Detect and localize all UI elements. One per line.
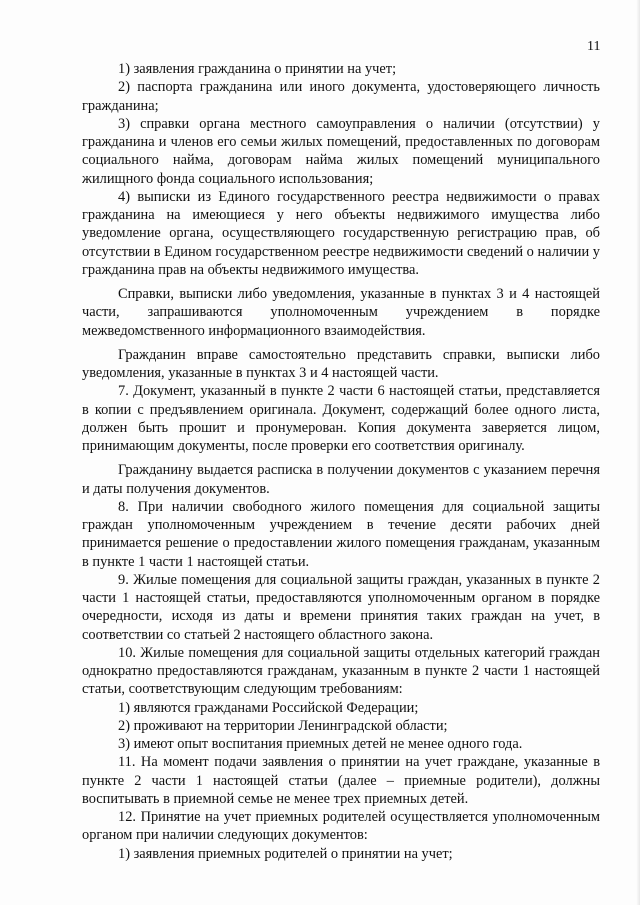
paragraph-receipt: Гражданину выдается расписка в получении документов с указанием перечня и даты получения документов. <box>82 462 600 497</box>
paragraph-point-7: 7. Документ, указанный в пункте 2 части 6 настоящей статьи, представляется в копии с предъявлением оригинала. Документ, содержащий более одного листа, должен быть прошит и пронумерован. Копия документа заверяется лицом, принимающим документы, после проверки его соответствия оригиналу. <box>82 383 600 454</box>
paragraph-requirement-1: 1) являются гражданами Российской Федерации; <box>118 699 419 716</box>
page-number: 11 <box>587 39 601 54</box>
paragraph-requirement-3: 3) имеют опыт воспитания приемных детей не менее одного года. <box>118 736 523 752</box>
paragraph-requirement-2: 2) проживают на территории Ленинградской области; <box>118 717 448 734</box>
paragraph-item-4: 4) выписки из Единого государственного реестра недвижимости о правах гражданина на имеющиеся у него объекты недвижимого имущества либо уведомление органа, осуществляющего государственную регистрацию прав, об отсутствии в Едином государственном реестре недвижимости сведений о наличии у гражданина прав на объекты недвижимого имущества. <box>82 188 601 278</box>
paragraph-point-11: 11. На момент подачи заявления о принятии на учет граждане, указанные в пункте 2 части 1 настоящей статьи (далее – приемные родители), должны воспитывать в приемной семье не менее трех приемных детей. <box>82 754 600 807</box>
document-body <box>82 60 600 863</box>
paragraph-citizen-right: Гражданин вправе самостоятельно представить справки, выписки либо уведомления, указанные в пунктах 3 и 4 настоящей части. <box>82 346 600 381</box>
paragraph-item-12-1: 1) заявления приемных родителей о принятии на учет; <box>118 845 453 862</box>
paragraph-item-3: 3) справки органа местного самоуправления о наличии (отсутствии) у гражданина и членов его семьи жилых помещений, предоставленных по договорам социального найма, договорам найма жилых помещений муниципального жилищного фонда социального использования; <box>82 115 600 187</box>
paragraph-point-10: 10. Жилые помещения для социальной защиты отдельных категорий граждан однократно предоставляются гражданам, указанным в пункте 2 части 1 настоящей статьи, соответствующим следующим требованиям: <box>82 644 600 698</box>
paragraph-certificates-request: Справки, выписки либо уведомления, указанные в пунктах 3 и 4 настоящей части, запрашиваются уполномоченным учреждением в порядке межведомственного информационного взаимодействия. <box>82 286 600 339</box>
paragraph-point-8: 8. При наличии свободного жилого помещения для социальной защиты граждан уполномоченным учреждением в течение десяти рабочих дней принимается решение о предоставлении жилого помещения гражданам, указанным в пункте 1 части 1 настоящей статьи. <box>82 498 600 570</box>
paragraph-item-2: 2) паспорта гражданина или иного документа, удостоверяющего личность гражданина; <box>82 79 600 114</box>
paragraph-item-1: 1) заявления гражданина о принятии на учет; <box>118 61 397 77</box>
paragraph-point-9: 9. Жилые помещения для социальной защиты граждан, указанных в пункте 2 части 1 настоящей статьи, предоставляются уполномоченным органом в порядке очередности, исходя из даты и времени принятия таких граждан на учет, в соответствии со статьей 2 настоящего областного закона. <box>82 571 600 643</box>
scan-edge <box>636 0 640 905</box>
paragraph-point-12: 12. Принятие на учет приемных родителей осуществляется уполномоченным органом при наличии следующих документов: <box>82 809 600 844</box>
